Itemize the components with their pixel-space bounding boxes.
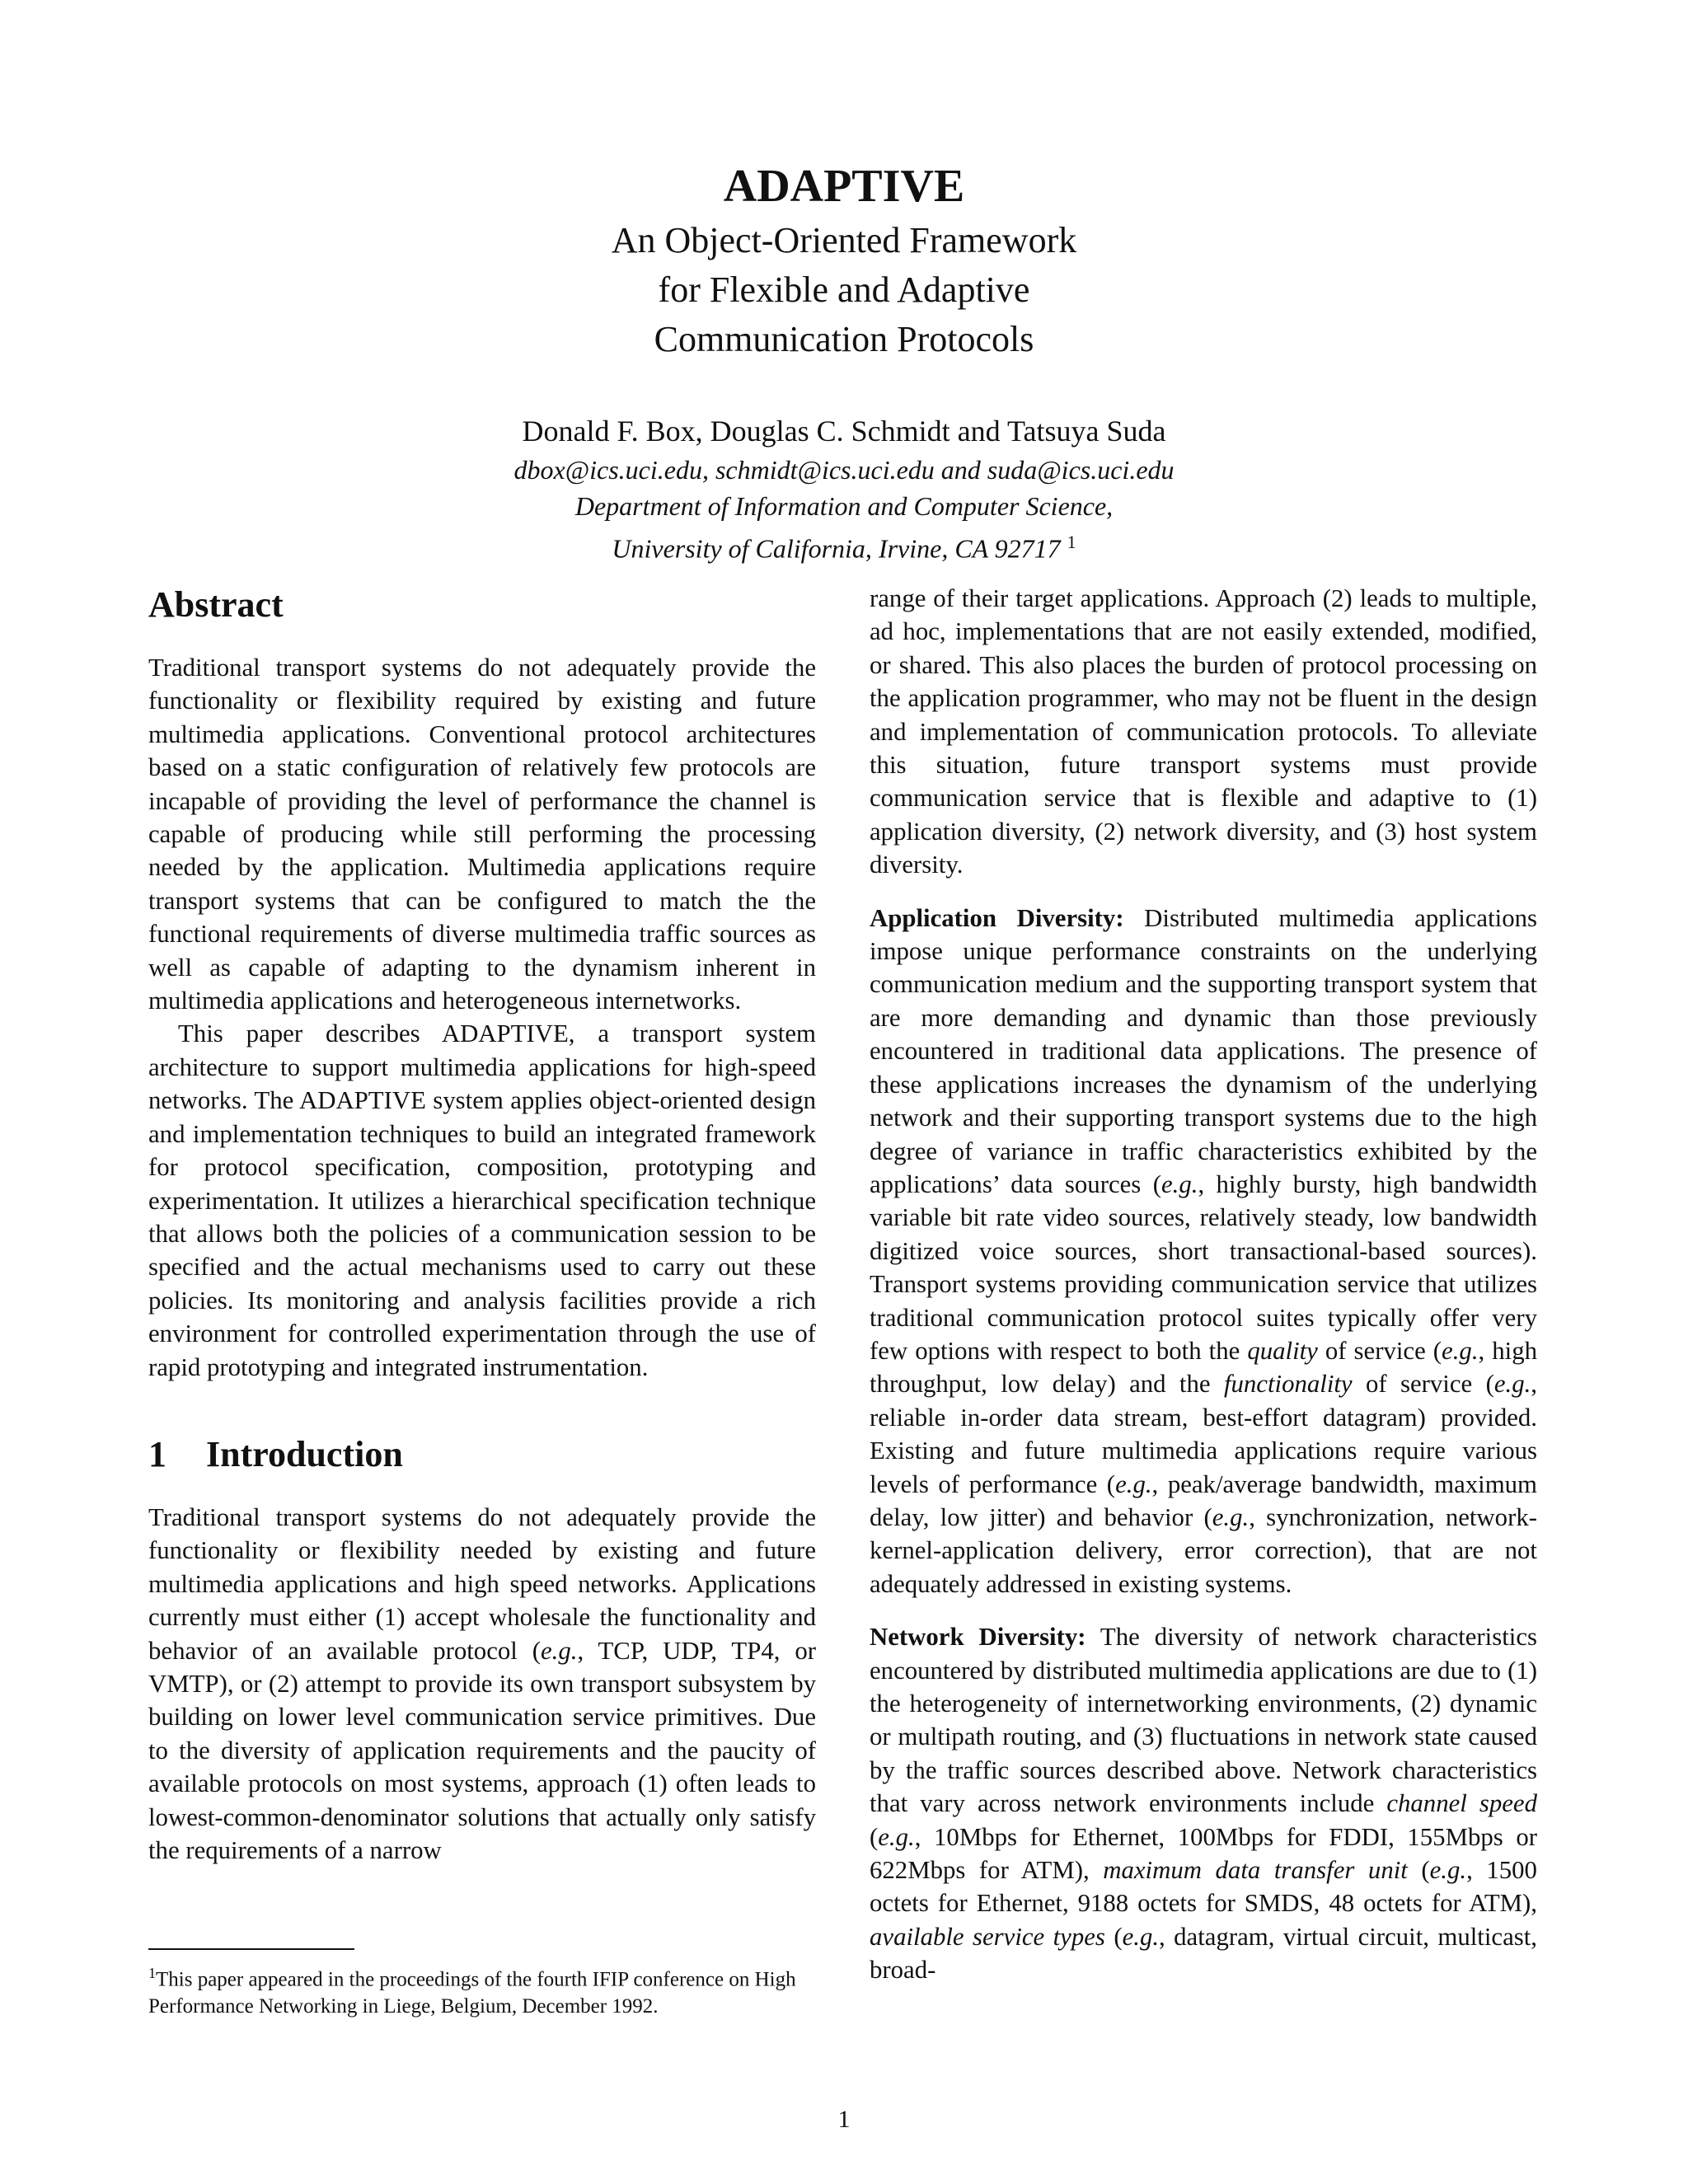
abstract-paragraph: This paper describes ADAPTIVE, a transport system architecture to support multimedia applications for high-speed networks. The ADAPTIVE system applies object-oriented design and implementation techniques to build an integrated framework for protocol specification, composition, prototyping and experimentation. It utilizes a hierarchical specification technique that allows both the policies of a communication session to be specified and the actual mechanisms used to carry out these policies. Its monitoring and analysis facilities provide a rich environment for controlled experimentation through the use of rapid prototyping and integrated instrumentation. bbox=[148, 1019, 816, 1381]
application-diversity-heading: Application Diversity: bbox=[870, 903, 1124, 932]
footnote-text: This paper appeared in the proceedings of the fourth IFIP conference on High Performance Networking in Liege, Belgium, December 1992. bbox=[148, 1968, 796, 2018]
section-number: 1 bbox=[148, 1433, 166, 1474]
paper-subtitle-line: for Flexible and Adaptive bbox=[658, 269, 1030, 310]
text-run: , 10Mbps for Ethernet, 100Mbps for FDDI, 155Mbps or 622Mbps for ATM), bbox=[870, 1822, 1537, 1885]
page-number: 1 bbox=[837, 2106, 851, 2133]
author-list: Donald F. Box, Douglas C. Schmidt and Tatsuya Suda bbox=[522, 415, 1166, 448]
abstract-heading: Abstract bbox=[148, 584, 284, 625]
text-run: , datagram, virtual circuit, multicast, broad- bbox=[870, 1922, 1537, 1985]
section-title: Introduction bbox=[206, 1433, 403, 1474]
paper-header bbox=[0, 157, 1688, 567]
footnote-marker: 1 bbox=[148, 1965, 156, 1981]
text-run-italic: e.g. bbox=[878, 1822, 915, 1851]
text-run: , 1500 octets for Ethernet, 9188 octets for SMDS, 48 octets for ATM), bbox=[870, 1856, 1537, 1918]
text-run-italic: e.g. bbox=[1160, 1169, 1198, 1198]
abstract-paragraph: Traditional transport systems do not adequately provide the functionality or flexibility required by existing and future multimedia applications. Conventional protocol architectures based on a static configuration of relatively few protocols are incapable of providing the level of performance the channel is capable of producing while still performing the processing needed by the application. Multimedia applications require transport systems that can be configured to match the the functional requirements of diverse multimedia traffic sources as well as capable of adapting to the dynamism inherent in multimedia applications and heterogeneous internetworks. bbox=[148, 654, 816, 1015]
introduction-heading bbox=[148, 1432, 816, 1478]
text-run: of service ( bbox=[1317, 1336, 1442, 1365]
text-run: , high throughput, low delay) and the bbox=[870, 1336, 1537, 1399]
paper-subtitle-line: Communication Protocols bbox=[654, 319, 1034, 359]
introduction-continued-paragraph: range of their target applications. Approach (2) leads to multiple, ad hoc, implementations that are not easily extended, modified, or shared. This also places the burden of protocol processing on the application programmer, who may not be fluent in the design and implementation of communication protocols. To alleviate this situation, future transport systems must provide communication service that is flexible and adaptive to (1) application diversity, (2) network diversity, and (3) host system diversity. bbox=[870, 584, 1537, 879]
text-run-italic: e.g. bbox=[1493, 1370, 1531, 1399]
footnote bbox=[148, 1960, 816, 2020]
text-run-italic: quality bbox=[1247, 1336, 1318, 1365]
text-run-italic: e.g. bbox=[1122, 1922, 1160, 1951]
text-run-italic: e.g. bbox=[1212, 1502, 1250, 1531]
text-run: The diversity of network characteristics encountered by distributed multimedia applications are due to (1) the heterogeneity of internetworking environments, (2) dynamic or multipath routing, and (3) fluctuations in network state caused by the traffic sources described above. Network characteristics that vary across network environments include bbox=[870, 1623, 1537, 1818]
text-run-italic: available service types bbox=[870, 1922, 1105, 1951]
text-run: , peak/average bandwidth, maximum delay, low jitter) and behavior ( bbox=[870, 1469, 1537, 1531]
text-run: , TCP, UDP, TP4, or VMTP), or (2) attempt to provide its own transport subsystem by building on lower level communication service primitives. Due to the diversity of application requirements and the paucity of available protocols on most systems, approach (1) often leads to lowest-common-denominator solutions that actually only satisfy the requirements of a narrow bbox=[148, 1636, 816, 1864]
network-diversity-heading: Network Diversity: bbox=[870, 1623, 1086, 1652]
footnote-reference: 1 bbox=[1067, 532, 1076, 552]
right-column bbox=[870, 582, 1537, 1987]
left-column bbox=[148, 582, 816, 1867]
text-run: Traditional transport systems do not adequately provide the functionality or flexibility needed by existing and future multimedia applications and high speed networks. Applications currently must either (1) accept wholesale the functionality and behavior of an available protocol ( bbox=[148, 1502, 816, 1665]
introduction-paragraph bbox=[148, 1501, 816, 1867]
text-run: , highly bursty, high bandwidth variable bit rate video sources, relatively steady, low bandwidth digitized voice sources, short transactional-based sources). Transport systems providing communication service that utilizes traditional communication protocol suites typically offer very few options with respect to both the bbox=[870, 1169, 1537, 1365]
text-run: , synchronization, network-kernel-application delivery, error correction), that are not adequately addressed in existing systems. bbox=[870, 1502, 1537, 1598]
text-run-italic: maximum data transfer unit bbox=[1103, 1856, 1408, 1885]
text-run-italic: functionality bbox=[1223, 1370, 1353, 1399]
text-run-italic: e.g. bbox=[1442, 1336, 1479, 1365]
text-run-italic: e.g. bbox=[540, 1636, 578, 1665]
paper-title: ADAPTIVE bbox=[723, 161, 965, 212]
text-run: of service ( bbox=[1352, 1370, 1494, 1399]
network-diversity-paragraph bbox=[870, 1620, 1537, 1986]
text-run: ( bbox=[1104, 1922, 1123, 1951]
affiliation-department: Department of Information and Computer Science, bbox=[574, 491, 1114, 521]
text-run: ( bbox=[870, 1822, 879, 1851]
affiliation-university-text: University of California, Irvine, CA 92717 bbox=[612, 533, 1061, 564]
application-diversity-paragraph bbox=[870, 902, 1537, 1601]
paper-subtitle-line: An Object-Oriented Framework bbox=[611, 220, 1077, 260]
text-run: , reliable in-order data stream, best-effort datagram) provided. Existing and future multimedia applications require various levels of performance ( bbox=[870, 1370, 1537, 1498]
affiliation-university bbox=[0, 524, 1688, 567]
text-run-italic: channel speed bbox=[1386, 1789, 1537, 1818]
text-run: ( bbox=[1407, 1856, 1430, 1885]
author-emails: dbox@ics.uci.edu, schmidt@ics.uci.edu and suda@ics.uci.edu bbox=[513, 455, 1175, 485]
text-run-italic: e.g. bbox=[1429, 1856, 1467, 1885]
text-run: Distributed multimedia applications impose unique performance constraints on the underlying communication medium and the supporting transport system that are more demanding and dynamic than those previously encountered in traditional data applications. The presence of these applications increases the dynamism of the underlying network and their supporting transport systems due to the high degree of variance in traffic characteristics exhibited by the applications’ data sources ( bbox=[870, 903, 1537, 1198]
footnote-divider bbox=[148, 1948, 354, 1950]
text-run-italic: e.g. bbox=[1115, 1469, 1152, 1498]
